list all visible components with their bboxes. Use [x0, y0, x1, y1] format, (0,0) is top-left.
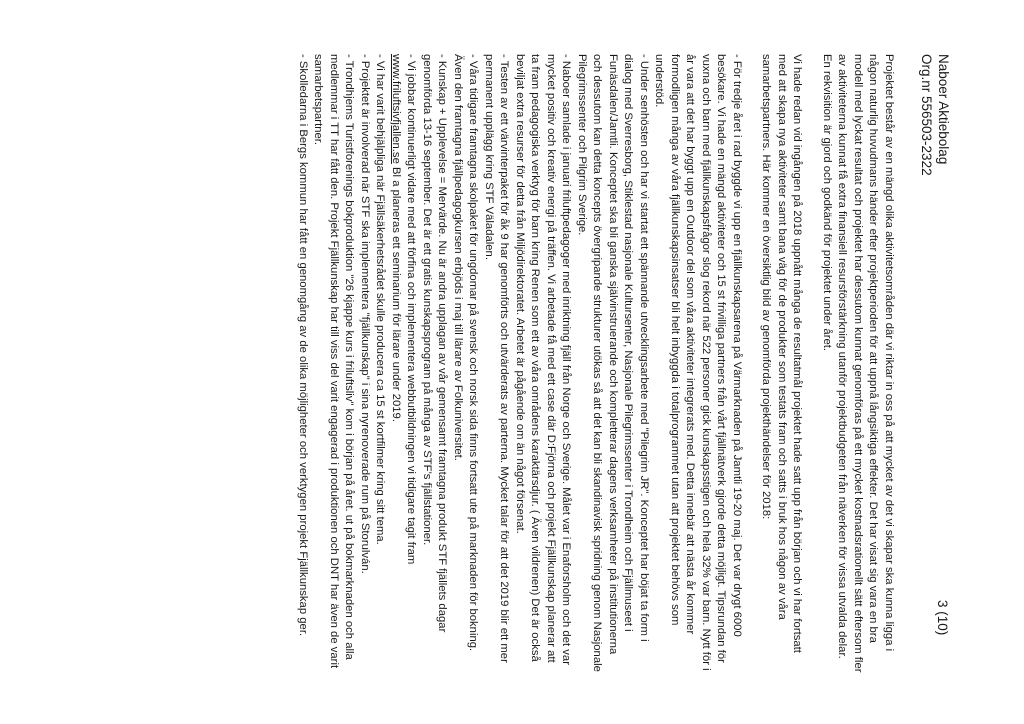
company-name: Naboer Aktiebolag [936, 54, 951, 165]
list-item: - Under senhösten och har vi startat ett spännande utvecklingsarbete med "Pilegrim JR". Konceptet har böjat ta form i dialog med Sverresborg, Stiklestad nasjonale Kultursenter, Nasjonale Pilegrimssenter i Trondheim och Fjällmuseet i Funäsdalen/Jamtli. Konceptet ska bli ganska självinstruerande och kompletterar dagens verksamheter på institutionerna och dessutom kan detta koncepts övergripande strukturer utökas så att det kan bli skandinavisk spridning genom Nasjonale Pilegrimssenter och Pilgrim Sverige. [576, 54, 650, 672]
event-list [295, 54, 745, 674]
org-number: Org.nr 556503-2322 [919, 54, 934, 176]
summary-paragraph: Vi hade redan vid ingången på 2018 uppnått många de resultatmål projektet hade satt upp från början och vi har fortsatt med att skapa nya aktiviteter samt bana väg för de produkter som testats fram och satts i bruk hos någon av våra samarbetspartners. Här kommer en översiktlig bild av genomförda projekthändelser för 2018: [760, 54, 804, 653]
list-item: - Projektet är involverad när STF ska implementera "fjällkunskap" i sina nyrenoverade rum på Storulván. [359, 54, 371, 574]
webbutbildning-text: - Vi jobbar kontinuerligt vidare med att förfina och implementera webbutbildningen vi tidigare tagit fram [405, 54, 418, 565]
intro-paragraph: Projektet består av en mängd olika aktivitetsområden där vi riktar in oss på att mycket av det vi skapar ska kunna ligga i någon naturlig huvudmans händer efter projektperioden för att uppnå långsiktiga effekter. Det har visat sig vara en bra modell med lyckat resultat och projektet har dessutom kunnat genomföras på ett mycket kostnadsrationellt sätt eftersom fler av aktiviteterna kunnat få extra finansiell resursförstärkning utanför projektbudgeten från näverken för vissa utvalda delar. En rekvisition är gjord och godkänd för projektet under året. [821, 54, 895, 673]
document-body [295, 54, 897, 674]
list-item: - Naboer samlade i januari friluftpedagoger med inriktning fjäll från Norge och Sverige. Målet var i Enaforsholm och det var mycket positiv och kreativ energi på träffen. Vi arbetade få med ett case där D:Fjörna och projekt Fjällkunskap planerar att ta fram pedagogiska verktyg för barn kring Renen som ett av våra områdens karaktärsdjur. ( Även vildrenen) Det är också beviljat extra resurser för detta från Miljödirektoratet. Arbetet är pågående om än något försenat. [514, 54, 573, 665]
webbutbildning-suffix: Bl a planeras ett seminarium för lärare under 2019. [390, 167, 402, 422]
list-item: - Skolledarna i Bergs kommun har fått en genomgång av de olika möjligheter och verktygen projekt Fjällkunskap ger. [297, 54, 309, 637]
letterhead [918, 54, 952, 176]
list-item: - Vi har varit behjälpliga när Fjällsäkerhetsrådet skulle producera ca 15 st kortfilmer kring sitt tema. [374, 54, 387, 545]
list-item: - För tredje året i rad byggde vi upp en fjällkunskapsarena på Värmarknaden på Jamtli 19-20 maj. Det var drygt 6000 besökare. Vi hade en mängd aktiviteter och 15 st frivilliga partners från vårt fjällnätverk gjorde detta möjligt. Tipsrundan för vuxna och barn med fjällkunskapsfrågor slog rekord när 522 personer gick kunskapsstigen och hela 32% var barn. Nytt för i år vara att det har byggt upp en Outdoor del som våra aktiviteter integrerats med. Detta innebär att nästa år kommer formodligen många av våra fjällkunskapsinsatser bli helt inbyggda i totalprogrammet utan att projektet behövs som understöd. [653, 54, 743, 671]
webbutbildning-link[interactable]: www.friluftsivfjallen.se [390, 54, 402, 164]
list-item: - Kunskap + Upplevelse = Mervärde. Nu är andra upplagan av vår gemensamt framtagna produkt STF fjällets dagar genomförda 13-16 september. Det är ett gratis kunskapsprogram på många av STF's fjällstationer. [421, 54, 449, 633]
list-item: - Testen av ett värvinterpaket för åk 9 har genomförts och utvärderats av parterna. Mycket talar för att det 2019 blir ett mer permanent upplägg kring STF Väladalen. [483, 54, 511, 663]
list-item: - Trondhjems Turistforenings bokproduktion "26 kjappe kurs i friluftsliv" kom i början på året. ut på bokmarknaden och alla medlemmar i TT har fått den. Projekt Fjällkunskap har till viss del varit engagerad i produktionen och DNT har även de varit samarbetspartner. [312, 54, 356, 669]
list-item: - Våra tidigare framtagna skolpaket för ungdomar på svensk och norsk sida finns fortsatt ute på marknaden för bokning. Även den framtagna fjällpedagogkursen erbjöds i maj till lärare av Folkuniversitet. [452, 54, 480, 652]
list-item-webbutbildning [388, 54, 419, 674]
page-number: 3 (10) [935, 600, 950, 636]
